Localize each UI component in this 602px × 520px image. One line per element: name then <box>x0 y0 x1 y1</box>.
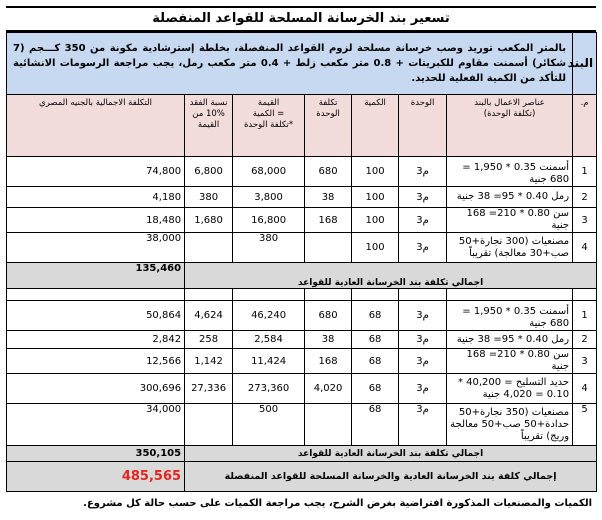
pricing-table <box>6 32 597 492</box>
page-title: تسعير بند الخرسانة المسلحة للقواعد المنفصلة <box>6 6 596 32</box>
table-row: 3 سن 0.80 * 210= 168 جنية م3 100 168 16,800 1,680 18,480 <box>7 208 597 233</box>
table-row: 1 أسمنت 0.35 * 1,950 = 680 جنية م3 68 680 46,240 4,624 50,864 <box>7 301 597 331</box>
reinforced-total-row <box>7 446 597 462</box>
table-row: 1 أسمنت 0.35 * 1,950 = 680 جنية م3 100 680 68,000 6,800 74,800 <box>7 157 597 187</box>
footnote: الكميات والمصنعيات المذكورة افتراضية بغرض الشرح، يجب مراجعة الكميات على حسب حالة كل مشروع. <box>83 498 592 509</box>
table-row: 4 مصنعيات (300 نجارة+50 صب+30 معالجة) تقريباً م3 100 380 38,000 <box>7 233 597 263</box>
col-total: التكلفة الاجمالية بالجنيه المصري <box>7 95 185 157</box>
grand-total-value: 485,565 <box>7 462 185 492</box>
col-unit: الوحدة <box>399 95 447 157</box>
col-value: القيمة = الكمية *تكلفة الوحدة <box>233 95 305 157</box>
col-no: م. <box>573 95 597 157</box>
plain-total-label: اجمالي تكلفة بند الخرسانة العادية للقواعد <box>185 263 597 289</box>
item-description-row <box>7 33 597 95</box>
table-row: 2 رمل 0.40 * 95= 38 جنية م3 68 38 2,584 258 2,842 <box>7 331 597 349</box>
table-row: 5 مصنعيات (350 نجارة+50 حدادة+50 صب+50 معالجة وريج) تقريباً م3 68 500 34,000 <box>7 404 597 446</box>
reinforced-total-value: 350,105 <box>7 446 185 462</box>
col-elements: عناصر الاعمال بالبند (تكلفة الوحدة) <box>447 95 573 157</box>
table-header-row <box>7 95 597 157</box>
table-row: 2 رمل 0.40 * 95= 38 جنية م3 100 38 3,800 380 4,180 <box>7 187 597 208</box>
table-row: 4 حديد التسليح = 40,200 * 0.10 = 4,020 جنية م3 68 4,020 273,360 27,336 300,696 <box>7 374 597 404</box>
plain-total-value: 135,460 <box>7 263 185 289</box>
col-qty: الكمية <box>352 95 399 157</box>
grand-total-row <box>7 462 597 492</box>
band-label: البند <box>573 33 597 95</box>
col-unit-cost: تكلفة الوحدة <box>305 95 352 157</box>
reinforced-total-label: اجمالي تكلفة بند الخرسانة العادية للقواعد <box>185 446 597 462</box>
table-row: 3 سن 0.80 * 210= 168 جنية م3 68 168 11,424 1,142 12,566 <box>7 349 597 374</box>
band-description: بالمتر المكعب توريد وصب خرسانة مسلحة لزوم القواعد المنفصلة، بخلطة إسترشادية مكونة من 350 كـــجم (7 شكائر) أسمنت مقاوم للكبريتات + 0.8 متر مكعب زلط + 0.4 متر مكعب رمل، يجب مراجعة الرسومات الانشائية للتأكد من الكمية الفعلية للحديد. <box>7 33 573 95</box>
col-waste: نسبة الفقد 10% من القيمة <box>185 95 233 157</box>
plain-total-row <box>7 263 597 289</box>
grand-total-label: إجمالي كلفة بند الخرسانة العادية والخرسانة المسلحة للقواعد المنفصلة <box>185 462 597 492</box>
spacer-row <box>7 289 597 301</box>
